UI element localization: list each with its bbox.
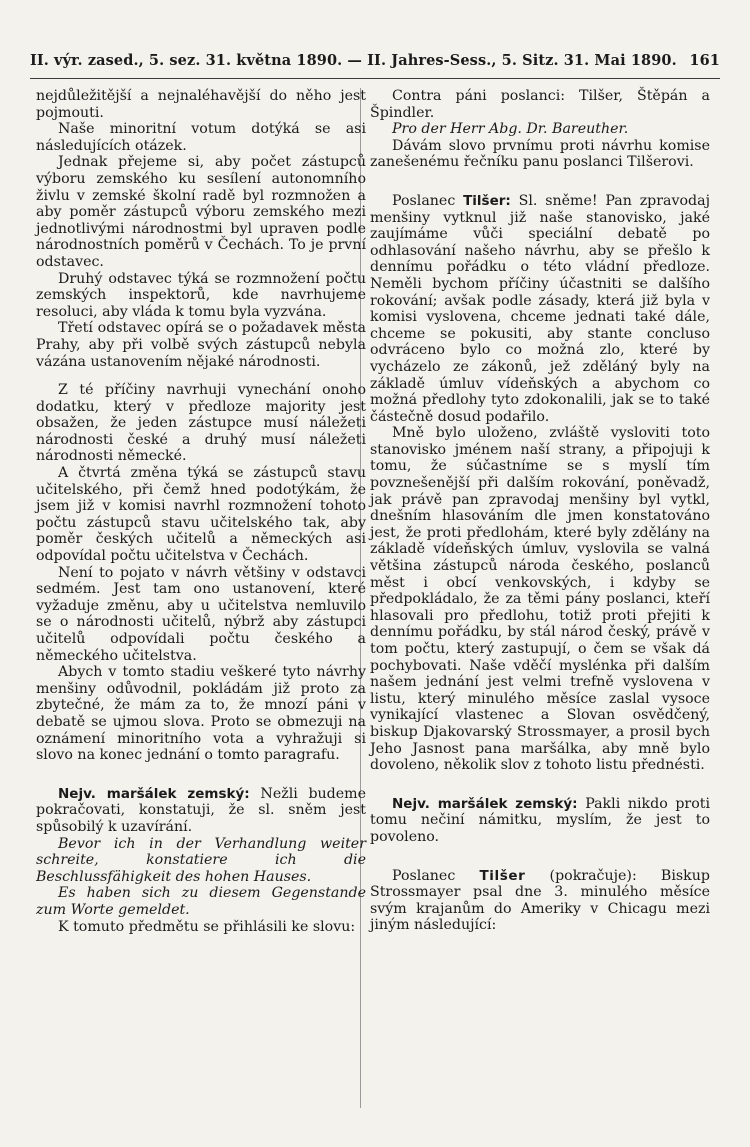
left-column <box>36 88 366 935</box>
speaker-name: Tilšer: <box>463 192 511 209</box>
speaker-suffix: (pokračuje): <box>549 867 637 884</box>
paragraph: Naše minoritní votum dotýká se asi následujících otázek. <box>36 121 366 154</box>
paragraph: Není to pojato v návrh většiny v odstavci sedmém. Jest tam ono ustanovení, které vyžaduje změnu, aby u učitelstva nemluvilo se o národnosti učitelů, nýbrž aby zástupci učitelů odpovídali počtu českého a německého učitelstva. <box>36 564 366 664</box>
paragraph: Mně bylo uloženo, zvláště vysloviti toto stanovisko jménem naší strany, a připojuji k tomu, že súčastníme se s myslí tím povznešenější při dalším rokování, poněvadž, jak právě pan zpravodaj menšiny byl vytkl, dnešním hlasováním dle jmen konstatováno jest, že proti předlohám, které byly zdělány na základě vídeňských úmluv, vyslovila se valná většina zástupců národa českého, poslanců měst i obcí venkovských, i kdyby se předpokládalo, že za těmi pány poslanci, kteří hlasovali pro předlohu, totiž proti přejiti k dennímu pořádku, by stál národ český, právě v tom počtu, který zastupují, o čem se však dá pochybovati. Naše vděčí myslénka při dalším našem jednání jest velmi trefně vyslovena v listu, který minulého měsíce zaslal vysoce vynikající vlastenec a Slovan osvědčený, biskup Djakovarský Strossmayer, a prosil bych Jeho Jasnost pana maršálka, aby mně bylo dovoleno, několik slov z tohoto listu přednésti. <box>370 425 710 774</box>
page-number: 161 <box>689 52 720 69</box>
paragraph-german: Bevor ich in der Verhandlung weiter schreite, konstatiere ich die Beschlussfähigkeit des hohen Hauses. <box>36 835 366 885</box>
paragraph: Contra páni poslanci: Tilšer, Štěpán a Špindler. <box>370 88 710 121</box>
paragraph: nejdůležitější a nejnaléhavější do něho jest pojmouti. <box>36 88 366 121</box>
paragraph: Dávám slovo prvnímu proti návrhu komise zanešenému řečníku panu poslanci Tilšerovi. <box>370 137 710 171</box>
speaker-paragraph <box>370 193 710 425</box>
header-title: II. výr. zased., 5. sez. 31. května 1890. — II. Jahres-Sess., 5. Sitz. 31. Mai 1890. <box>30 52 677 69</box>
paragraph: Třetí odstavec opírá se o požadavek města Prahy, aby při volbě svých zástupců nebyla vázána ustanovením nějaké národnosti. <box>36 320 366 370</box>
speech-text: Nežli budeme pokračovati, konstatuji, že sl. sněm jest spůsobilý k uzavírání. <box>36 785 367 835</box>
speaker-name: Tilšer <box>479 867 526 884</box>
paragraph-german: Es haben sich zu diesem Gegenstande zum Worte gemeldet. <box>36 885 366 918</box>
speaker-paragraph <box>370 796 710 846</box>
paragraph: Jednak přejeme si, aby počet zástupců výboru zemského ku sesílení autonomního živlu v zemské školní radě byl rozmnožen a aby poměr zástupců výboru zemského mezi jednotlivými národnostmi byl upraven podle národnostních poměrů v Čechách. To je první odstavec. <box>36 154 366 270</box>
speaker-paragraph <box>370 868 710 934</box>
speech-text: Biskup Strossmayer psal dne 3. minulého měsíce svým krajanům do Ameriky v Chicagu mezi jiným následující: <box>370 867 710 934</box>
speaker-prefix: Poslanec <box>392 867 456 884</box>
paragraph: Abych v tomto stadiu veškeré tyto návrhy menšiny odůvodnil, pokládám již proto za zbytečné, že mám za to, že mnozí páni v debatě se ujmou slova. Proto se obmezuji na oznámení minoritního vota a vyhražuji si slovo na konec jednání o tomto paragrafu. <box>36 664 366 764</box>
speech-text: Sl. sněme! Pan zpravodaj menšiny vytknul již naše stanovisko, jaké zaujímáme vůči speciální debatě po odhlasování našeho návrhu, aby se přešlo k dennímu pořádku o této vládní předloze. Neměli bychom příčiny účastniti se dalšího rokování; avšak podle zásady, která již byla v komisi vyslovena, chceme jednati také dále, chceme se pokusiti, aby stante concluso odvráceno bylo co možná zlo, které by vycházelo ze zákonů, jež zděláný byly na základě úmluv vídeňských a abychom co možná předlohy tyto zdokonalili, jak se to také částečně dosud podařilo. <box>370 192 710 425</box>
right-column <box>370 88 710 934</box>
speaker-name: Nejv. maršálek zemský: <box>58 785 250 802</box>
speech-text: Pakli nikdo proti tomu nečiní námitku, myslím, že jest to povoleno. <box>370 795 710 845</box>
header-rule <box>30 78 720 79</box>
speaker-paragraph <box>36 786 366 836</box>
paragraph: Druhý odstavec týká se rozmnožení počtu zemských inspektorů, kde navrhujeme resoluci, aby vláda k tomu byla vyzvána. <box>36 270 366 320</box>
running-header <box>30 52 720 69</box>
speaker-prefix: Poslanec <box>392 192 456 209</box>
paragraph: Z té příčiny navrhuji vynechání onoho dodatku, který v předloze majority jest obsažen, že jeden zástupce musí náležeti národnosti české a druhý musí náležeti národnosti německé. <box>36 382 366 465</box>
paragraph-german: Pro der Herr Abg. Dr. Bareuther. <box>392 121 629 138</box>
paragraph: K tomuto předmětu se přihlásili ke slovu: <box>58 918 356 935</box>
paragraph: A čtvrtá změna týká se zástupců stavu učitelského, při čemž hned podotýkám, že jsem již v komisi navrhl rozmnožení tohoto počtu zástupců stavu učitelského tak, aby poměr českých učitelů a německých asi odpovídal počtu učitelstva v Čechách. <box>36 465 366 565</box>
speaker-name: Nejv. maršálek zemský: <box>392 795 578 812</box>
